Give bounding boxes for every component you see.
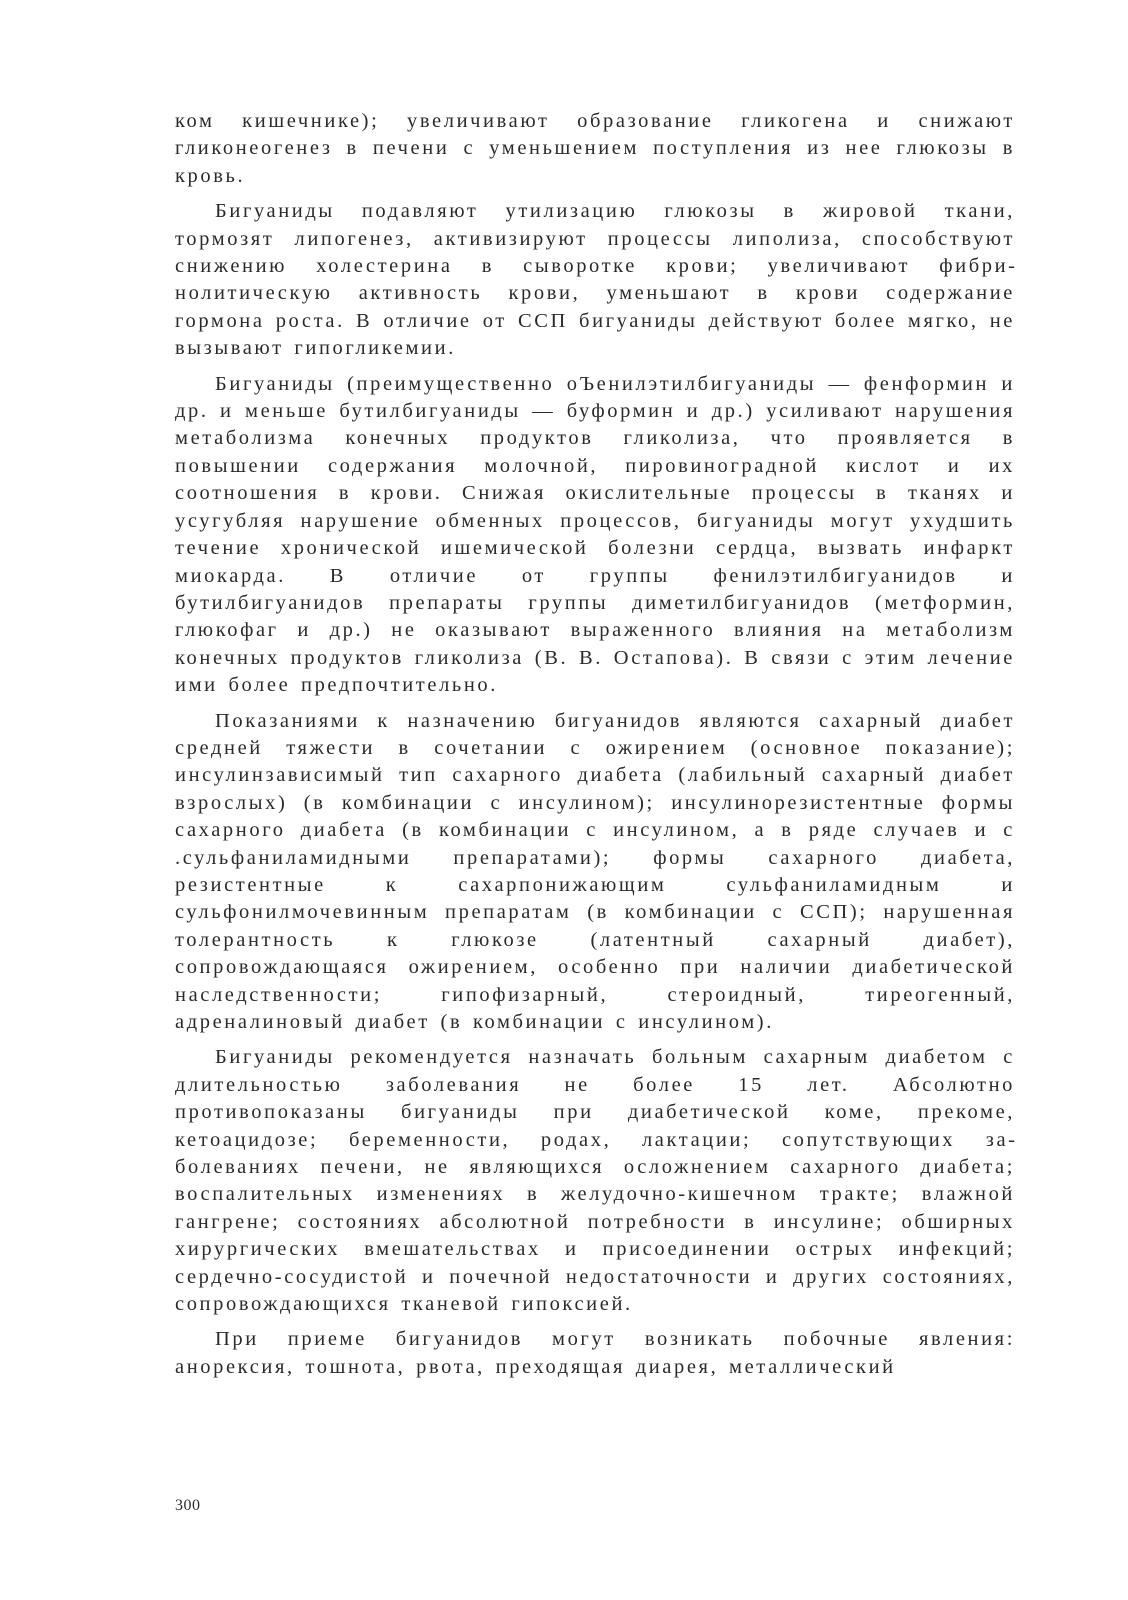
paragraph-2: Бигуаниды подавляют утилизацию глюкозы в жировой ткани, тормозят липогенез, активизируют процессы липолиза, способствуют снижению холестерина в сыворотке крови; увеличивают фибринолитическую активность крови, уменьшают в крови содержание гормона роста. В отличие от ССП бигуаниды действуют более мягко, не вызывают гипогликемии. [175, 200, 1015, 360]
paragraph-1: ком кишечнике); увеличивают образование гликогена и снижают гликонеогенез в печени с уменьшением поступления из нее глюкозы в кровь. [175, 110, 1015, 187]
page-number: 300 [175, 1497, 201, 1514]
paragraph-3: Бигуаниды (преимущественно оЪенилэтилбигуаниды — фенформин и др. и меньше бутилбигуаниды — буформин и др.) усиливают нарушения метаболизма конечных продуктов гликолиза, что проявляется в повышении содержания молочной, пировиноградной кислот и их соотношения в крови. Снижая окислительные процессы в тканях и усугубляя нарушение обменных процессов, бигуаниды могут ухудшить течение хронической ишемической болезни сердца, вызвать инфаркт миокарда. В отличие от группы фенилэтилбигуанидов и бутилбигуанидов препараты группы диметилбигуанидов (метформин, глюкофаг и др.) не оказывают выраженного влияния на метаболизм конечных продуктов гликолиза (В. В. Остапова). В связи с этим лечение ими более предпочтительно. [175, 372, 1015, 697]
paragraph-5: Бигуаниды рекомендуется назначать больным сахарным диабетом с длительностью заболевания не более 15 лет. Абсолютно противопоказаны бигуаниды при диабетической коме, прекоме, кетоацидозе; беременности, родах, лактации; сопутствующих заболеваниях печени, не являющихся осложнением сахарного диабета; воспалительных изменениях в желудочно-кишечном тракте; влажной гангрене; состояниях абсолютной потребности в инсулине; обширных хирургических вмешательствах и присоединении острых инфекций; сердечно-сосудистой и почечной недостаточности и других состояниях, сопровождающихся тканевой гипоксией. [175, 1046, 1015, 1316]
paragraph-6: При приеме бигуанидов могут возникать побочные явления: анорексия, тошнота, рвота, преходящая диарея, металлический [175, 1328, 1015, 1378]
document-page [175, 108, 1015, 1389]
paragraph-4: Показаниями к назначению бигуанидов являются сахарный диабет средней тяжести в сочетании с ожирением (основное показание); инсулинзависимый тип сахарного диабета (лабильный сахарный диабет взрослых) (в комбинации с инсулином); инсулинорезистентные формы сахарного диабета (в комбинации с инсулином, а в ряде случаев и с .сульфаниламидными препаратами); формы сахарного диабета, резистентные к сахарпонижающим сульфаниламидным и сульфонилмочевинным препаратам (в комбинации с ССП); нарушенная толерантность к глюкозе (латентный сахарный диабет), сопровождающаяся ожирением, особенно при наличии диабетической наследственности; гипофизарный, стероидный, тиреогенный, адреналиновый диабет (в комбинации с инсулином). [175, 709, 1015, 1033]
